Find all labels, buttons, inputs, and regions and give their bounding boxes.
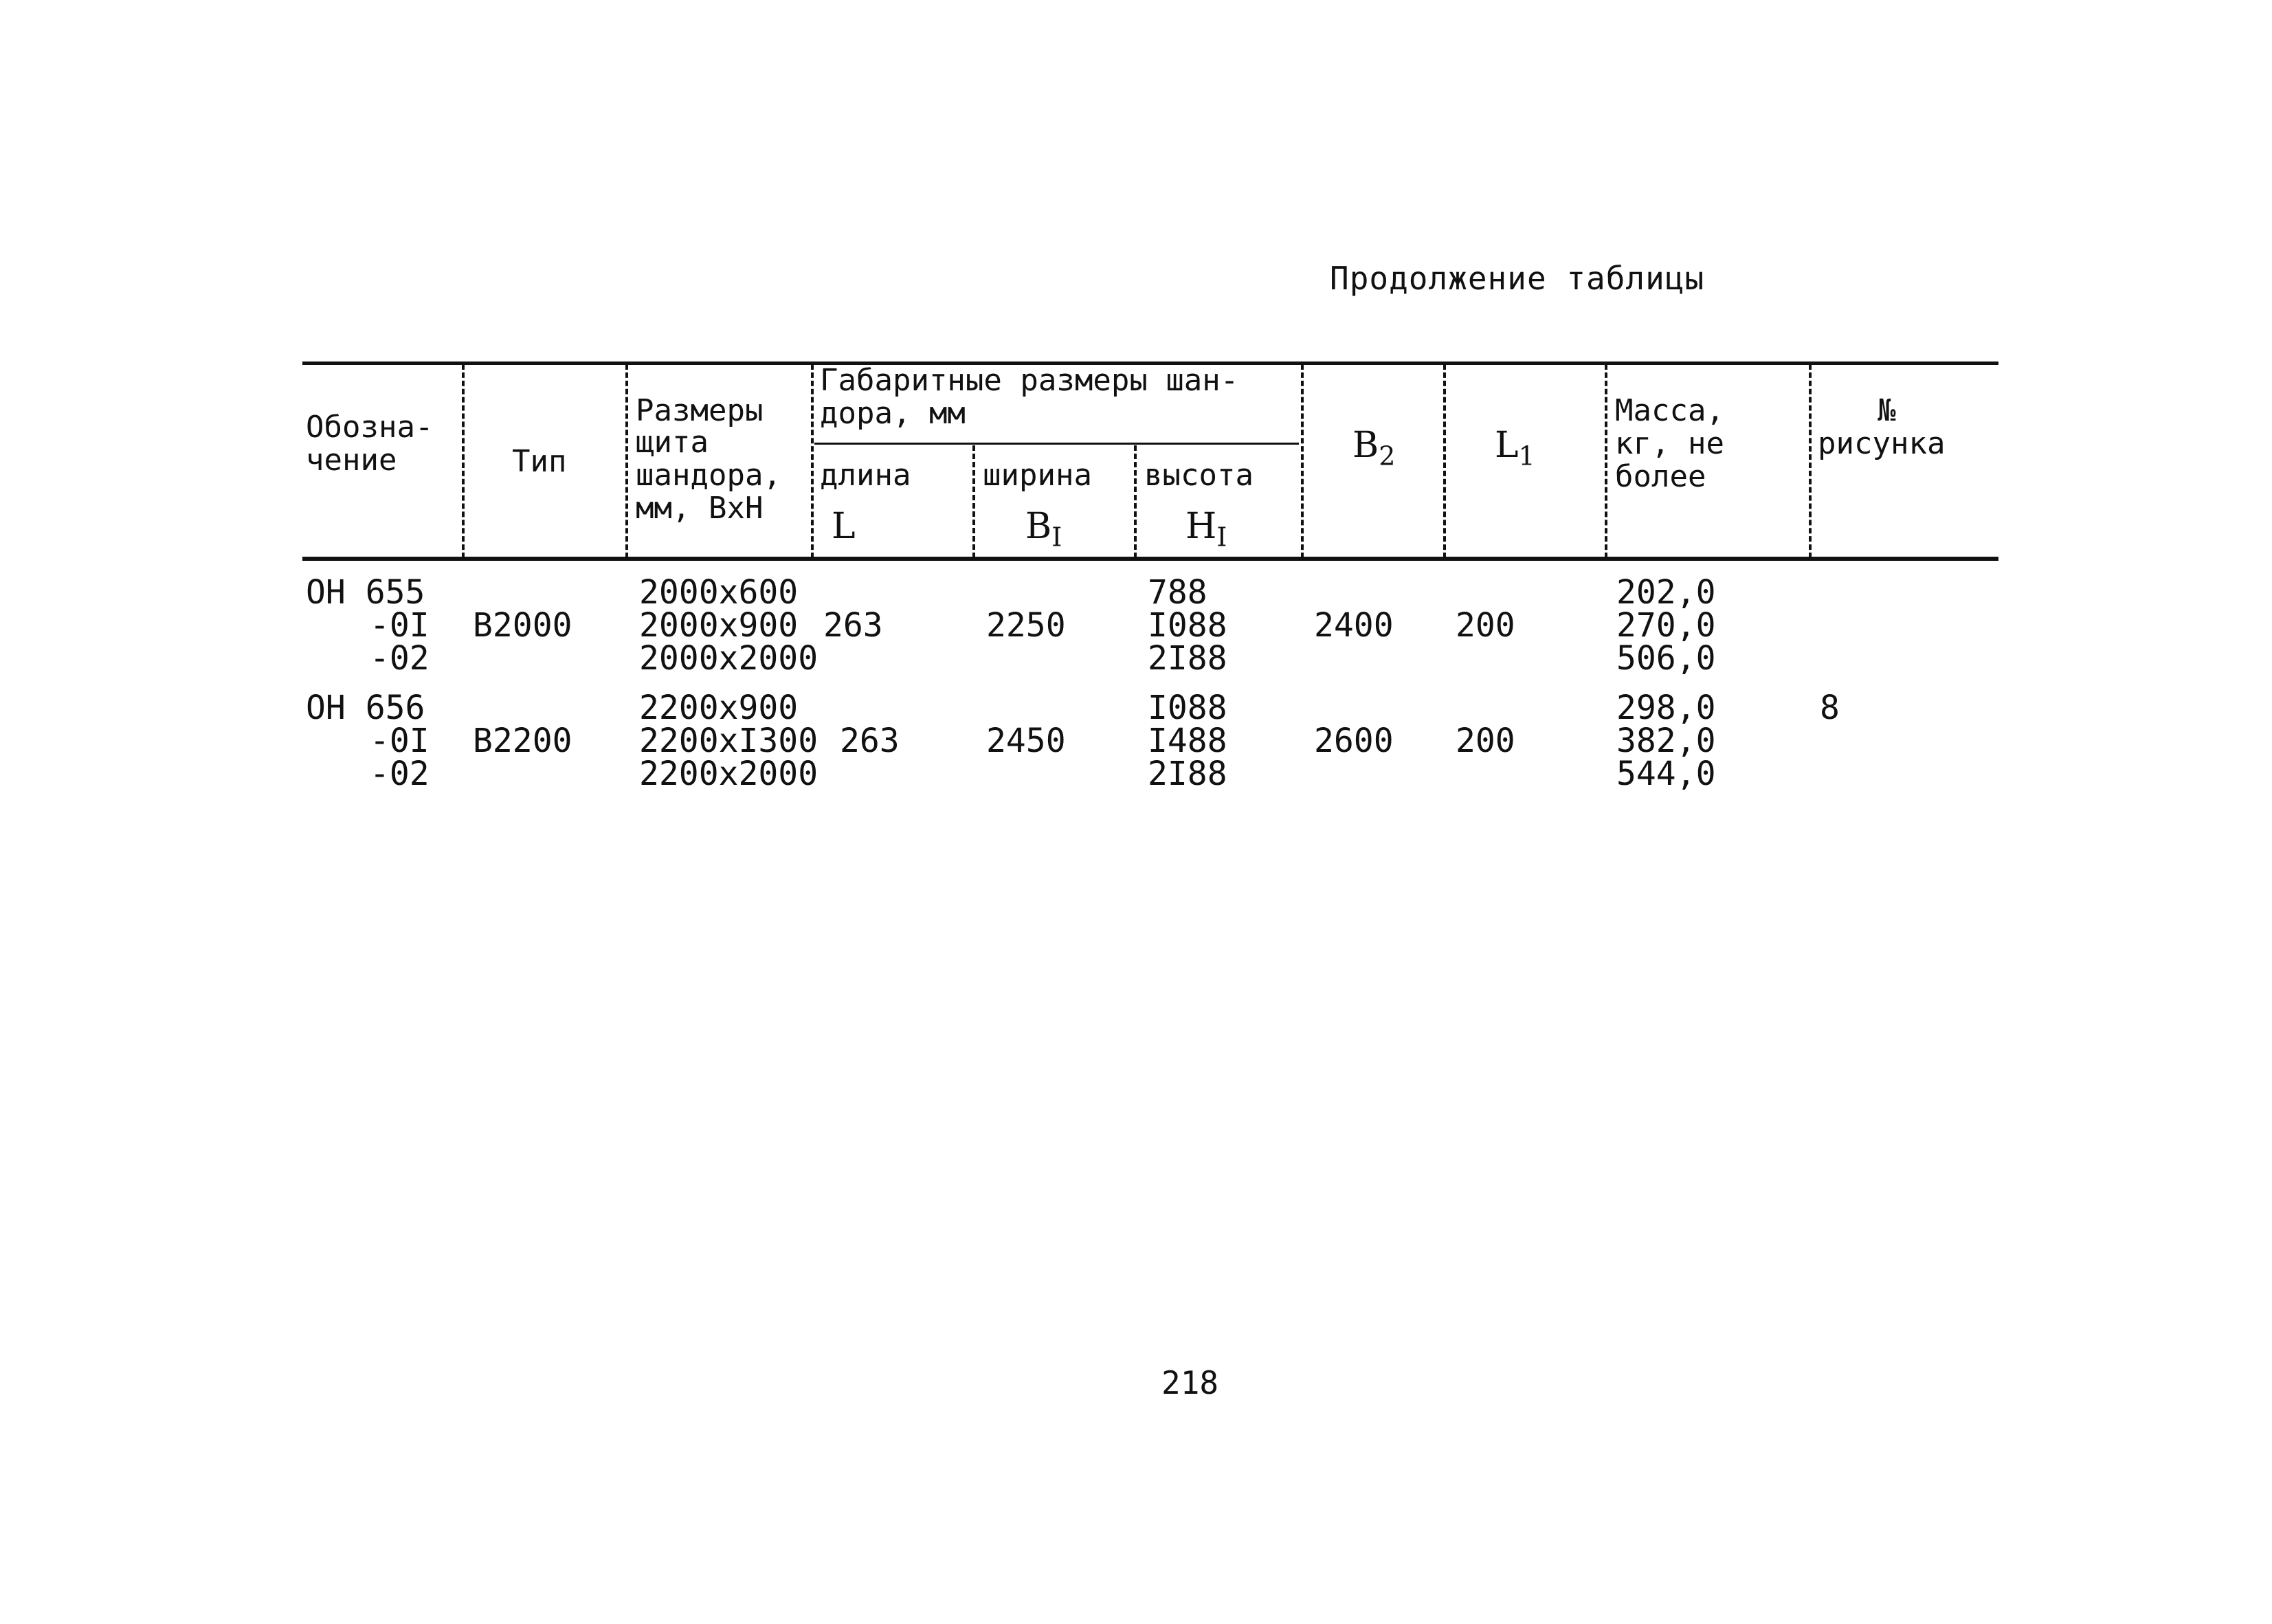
column-divider [1605,364,1607,558]
size-cell: 2000х2000 [639,639,818,678]
column-divider [1809,364,1812,558]
column-divider [972,445,975,558]
column-divider [1301,364,1304,558]
column-divider [462,364,465,558]
length-cell: 263 [840,722,900,760]
b2-cell: 2400 [1314,606,1394,645]
designation-cell: ОН 656 [306,689,425,727]
size-cell: 2200хI300 [639,722,818,760]
height-cell: I088 [1148,606,1227,645]
designation-cell: -0I [370,722,430,760]
type-cell: В2200 [473,722,572,760]
size-cell: 2200х900 [639,689,799,727]
height-cell: I088 [1148,689,1227,727]
l1-cell: 200 [1456,606,1515,645]
table-caption: Продолжение таблицы [1330,260,1705,297]
height-cell: I488 [1148,722,1227,760]
designation-cell: -02 [370,755,430,793]
header-l1: $L_1$ [1495,425,1535,471]
mass-cell: 202,0 [1616,573,1716,612]
column-divider [1134,445,1137,558]
designation-cell: ОН 655 [306,573,425,612]
height-cell: 788 [1148,573,1207,612]
mass-cell: 506,0 [1616,639,1716,678]
designation-cell: -02 [370,639,430,678]
overall-subheader-rule [814,443,1299,445]
column-divider [625,364,628,558]
b2-cell: 2600 [1314,722,1394,760]
column-divider [1443,364,1446,558]
mass-cell: 270,0 [1616,606,1716,645]
column-divider [811,364,814,558]
height-cell: 2I88 [1148,639,1227,678]
designation-cell: -0I [370,606,430,645]
height-cell: 2I88 [1148,755,1227,793]
type-cell: В2000 [473,606,572,645]
header-b2: $B_2$ [1352,425,1396,471]
width-cell: 2250 [986,606,1066,645]
page-number: 218 [1161,1364,1219,1401]
size-cell: 2200х2000 [639,755,818,793]
figure-cell: 8 [1820,689,1840,727]
l1-cell: 200 [1456,722,1515,760]
length-cell: 263 [823,606,883,645]
mass-cell: 382,0 [1616,722,1716,760]
mass-cell: 544,0 [1616,755,1716,793]
width-cell: 2450 [986,722,1066,760]
size-cell: 2000х900 [639,606,799,645]
mass-cell: 298,0 [1616,689,1716,727]
header-type: Тип [512,444,567,479]
table-header-bottom-rule [302,557,1998,561]
size-cell: 2000х600 [639,573,799,612]
